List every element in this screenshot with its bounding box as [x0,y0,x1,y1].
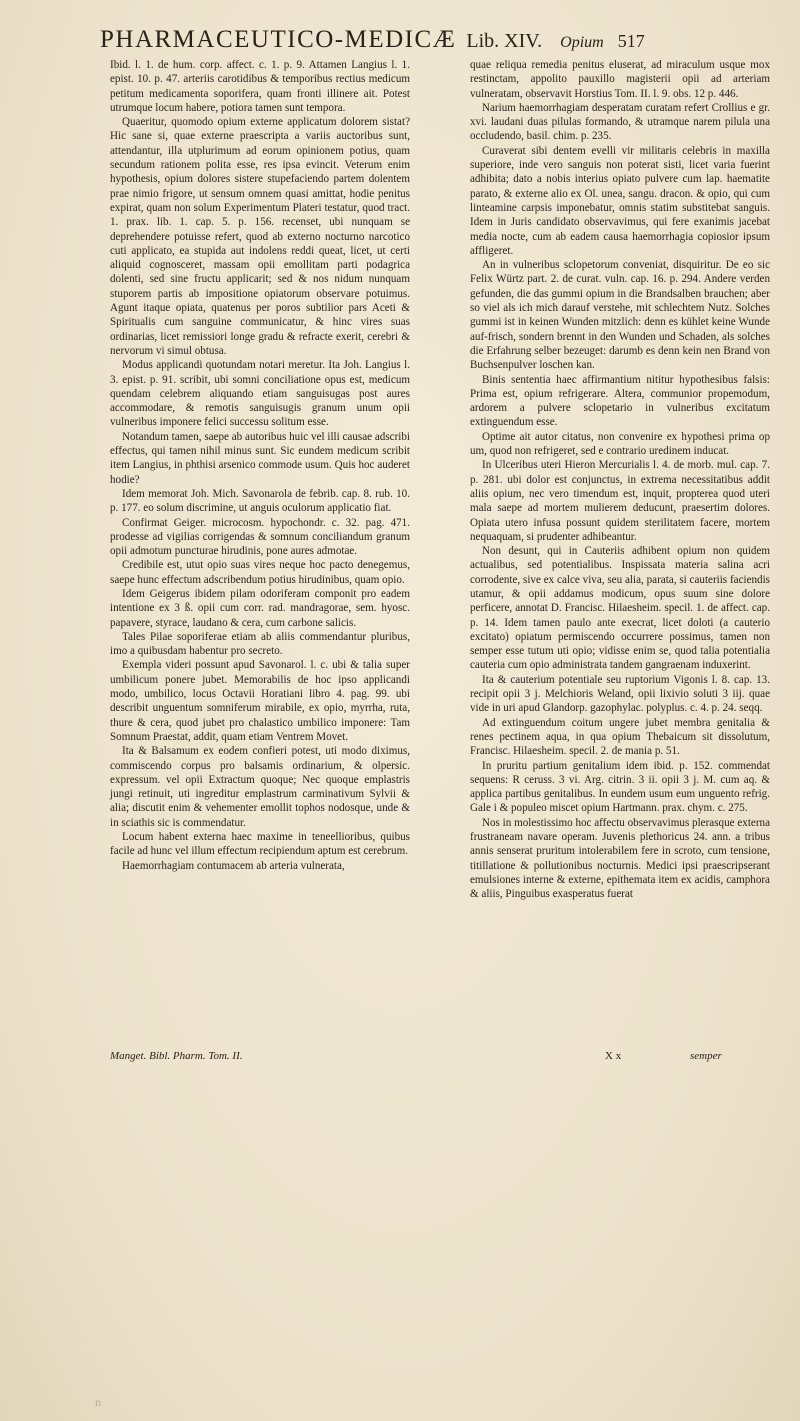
signature-mark: X x [605,1050,622,1062]
page-number: 517 [617,31,645,51]
paragraph: Quaeritur, quomodo opium externe applicatum dolorem sistat? Hic sane si, quae externe praescripta a variis auctoribus sunt, attendantur, illa utplurimum ad eorum opinionem potius, quam secundum rationem polita esse, res ipsa evincit. Veterum enim hypothesis, opium dolores sistere stupefaciendo partem dolentem prae nimio frigore, ut sensum omnem quasi amittat, hodie penitus expirat, quam non solum Experimentum Plateri testatur, quod tract. 1. prax. lib. 1. cap. 5. p. 156. recenset, ubi nunquam se deprehendere potuisse refert, quod ab externo nocturno narcotico cuti applicato, ea stupida aut indolens reddi queat, licet, ut certi aliquid cognosceret, massam opii emollitam parti podagrica dolenti, sed sine fructu applicarit; sed & nos nidum nunquam stuporem partis ab impositione opiatorum observare potuimus. Agunt itaque opiata, quatenus per poros subtilior pars Aceti & Spiritualis cum sanguine communicatur, & hinc vires suas ordinarias, licet remissiori longe gradu & refracte exerit, cerebri & nervorum vi simul obtusa. [110,116,410,357]
page-footer [110,1050,790,1070]
paragraph: Idem Geigerus ibidem pilam odoriferam componit pro eadem intentione ex 3 ß. opii cum corr. rad. mandragorae, sem. hyosc. papavere, styrace, laudano & cera, cum carbone salicis. [110,587,410,629]
running-title: PHARMACEUTICO-MEDICÆ [100,26,457,53]
section-name: Opium [560,34,604,51]
catchword: semper [690,1050,722,1062]
paragraph: An in vulneribus sclopetorum conveniat, disquiritur. De eo sic Felix Würtz part. 2. de curat. vuln. cap. 16. p. 294. Andere verden gefunden, die das gummi opium in die Brandsalben brauchen; aber so viel als ich mich darauf verstehe, mit schlechtem Nutz. Solches gummi ist in keinen Wunden mitzlich: denn es kühlet keine Wunde auf-frisch, sondern brennt in den Wunden und Schaden, als solches die Erfahrung selber bezeuget: darumb es denn kein nen Brand von Buchsenpulver loschen kan. [470,259,770,372]
paragraph: Non desunt, qui in Cauteriis adhibent opium non quidem actualibus, sed potentialibus. Inspissata materia salina acri corrodente, sive ex calce viva, seu alia, parata, si cauteriis faciendis utamur, & opii addamus modicum, opus suum sine dolore perficere, annotat D. Francisc. Hilaesheim. specil. 1. de affect. cap. p. 14. Idem tamen paulo ante execrat, licet doloti (a cauterio excitato) opiatum permiscendo occurrere possimus, tamen non semper esse tutum uti opio; vidisse enim se, quod talia potentialia cauteria cum opio administrata tandem gangraenam induxerint. [470,545,770,672]
paragraph: Ibid. l. 1. de hum. corp. affect. c. 1. p. 9. Attamen Langius l. 1. epist. 10. p. 47. arteriis carotidibus & temporibus rectius medicum petitum medicamenta soporifera, quam fronti illinere ait. Potest utrumque locum habere, potiora tamen sunt tempora. [110,59,410,114]
paragraph: Narium haemorrhagiam desperatam curatam refert Crollius e gr. xvi. laudani duas pilulas formando, & utramque narem pilula una occludendo, basil. chim. p. 235. [470,101,770,143]
paragraph: Tales Pilae soporiferae etiam ab aliis commendantur pluribus, imo a quibusdam habentur pro secreto. [110,630,410,658]
paragraph: Ita & Balsamum ex eodem confieri potest, uti modo diximus, commiscendo corpus pro balsamis ordinarium, & olpersic. expressum. vel opii Extractum quoque; Nec quoque emplastris jungi retinuit, uti ingreditur emplastrum carminativum Sylvii & alia; discutit enim & vehementer emollit tophos nodosque, unde & in sciathis sic is commendatur. [110,745,410,829]
blank-margin [0,1080,800,1421]
paragraph: Confirmat Geiger. microcosm. hypochondr. c. 32. pag. 471. prodesse ad vigilias corrigendas & somnum conciliandum granum opii admotum puncturae hirudinis, pone aures admotae. [110,516,410,558]
paragraph: Modus applicandi quotundam notari meretur. Ita Joh. Langius l. 3. epist. p. 91. scribit, ubi somni conciliatione opus est, medicum quendam celebrem aliquando etiam sanguisugas post aures accommodare, & remotis sanguisugis granum unum opii vulneribus imponere felici successu solitum esse. [110,359,410,429]
paragraph: Ita & cauterium potentiale seu ruptorium Vigonis l. 8. cap. 13. recipit opii 3 j. Melchioris Weland, opii lixivio soluti 3 iij. quae vide in uri apud Glandorp. gazophylac. polyplus. c. 4. p. 24. seqq. [470,673,770,715]
footer-signature: Manget. Bibl. Pharm. Tom. II. [110,1050,243,1062]
paragraph: In Ulceribus uteri Hieron Mercurialis l. 4. de morb. mul. cap. 7. p. 281. ubi dolor est conjunctus, in extrema necessitatibus addit aliis opium, nec vero timendum est, inquit, propterea quod uteri mala saepe ad mortem mulierem deducunt, praesertim dolores. Opiata utero infusa possunt quidem sterilitatem facere, mortem nequaquam, si prudenter adhibeantur. [470,459,770,543]
right-column [470,58,770,902]
paragraph: Notandum tamen, saepe ab autoribus huic vel illi causae adscribi effectus, qui tamen nihil minus sunt. Sic eundem medicum scribit item Langius, in phthisi arsenico commode usum. Quis hoc auderet hodie? [110,430,410,486]
paragraph: Haemorrhagiam contumacem ab arteria vulnerata, [122,859,345,872]
paragraph: In pruritu partium genitalium idem ibid. p. 152. commendat sequens: R ceruss. 3 vi. Arg. citrin. 3 ii. opii 3 j. M. cum aq. & applica partibus genitalibus. In eundem usum eum unguento refrig. Gale i & populeo miscet opium Hartmann. prax. chym. c. 275. [470,759,770,815]
paragraph: Optime ait autor citatus, non convenire ex hypothesi prima op um, quod non refrigeret, sed e contrario uredinem inducat. [470,430,770,458]
paragraph: Idem memorat Joh. Mich. Savonarola de febrib. cap. 8. rub. 10. p. 177. eo solum discrimine, ut anguis oculorum applicatio fiat. [110,487,410,515]
paragraph: Nos in molestissimo hoc affectu observavimus plerasque externa frustraneam navare operam. Juvenis plethoricus 24. ann. a tribus annis senserat pruritum intolerabilem fere in scroto, cum tensione, titillatione & pollutionibus nocturnis. Medici ipsi praescripserant emulsiones interne & externe, epithemata item ex acidis, camphora & aliis, Pinguibus exasperatus fuerat [470,816,770,901]
paragraph: Credibile est, utut opio suas vires neque hoc pacto denegemus, saepe hunc effectum adscribendum potius hirudinibus, quam opio. [110,559,410,586]
paragraph: Locum habent externa haec maxime in teneellioribus, quibus facile ad hunc vel illum effectum recipiendum aptum est cerebrum. [110,831,410,858]
left-column [110,58,410,873]
book-number: Lib. XIV. [466,30,543,52]
pencil-note: n [95,1395,101,1409]
paragraph: quae reliqua remedia penitus eluserat, ad miraculum usque mox restinctam, appolito pauxillo magisterii opii ad arteriam vulneratam, observavit Horstius Tom. II. l. 9. obs. 12 p. 446. [470,59,770,100]
paragraph: Ad extinguendum coitum ungere jubet membra genitalia & renes pectinem aqua, in qua opium Thebaicum sit dissolutum, Francisc. Hilaesheim. specil. 2. de mania p. 51. [470,716,770,758]
running-header [100,26,790,62]
paragraph: Exempla videri possunt apud Savonarol. l. c. ubi & talia super umbilicum ponere jubet. Memorabilis de hoc ipso applicandi modo, umbilico, locus Octavii Horatiani libro 4. pag. 99. ubi describit unguentum somniferum mirabile, ex opio, myrrha, ruta, thure & cera, quod jubet pro chalastico umbilico imponere: Tam Somnum Praestat, addit, quam etiam Ventrem Movet. [110,659,410,743]
paragraph: Binis sententia haec affirmantium nititur hypothesibus falsis: Prima est, opium refrigerare. Altera, communior propemodum, ardorem a pulvere sclopetario in vulneribus excitatum extinguendum esse. [470,373,770,429]
paragraph: Curaverat sibi dentem evelli vir militaris celebris in maxilla superiore, inde vero sanguis non poterat sisti, licet varia fuerint adhibita; dato a nobis interius opiato pulvere cum lap. haematite parato, & externe alio ex Ol. unea, sangu. dracon. & opio, qui cum linteamine carpsis imponebatur, omnis statim substitebat sanguis. Idem in Juris candidato observavimus, qui fere exanimis jacebat media nocte, cum ab eadem causa haemorrhagia copiosior ipsum affligeret. [470,144,770,257]
